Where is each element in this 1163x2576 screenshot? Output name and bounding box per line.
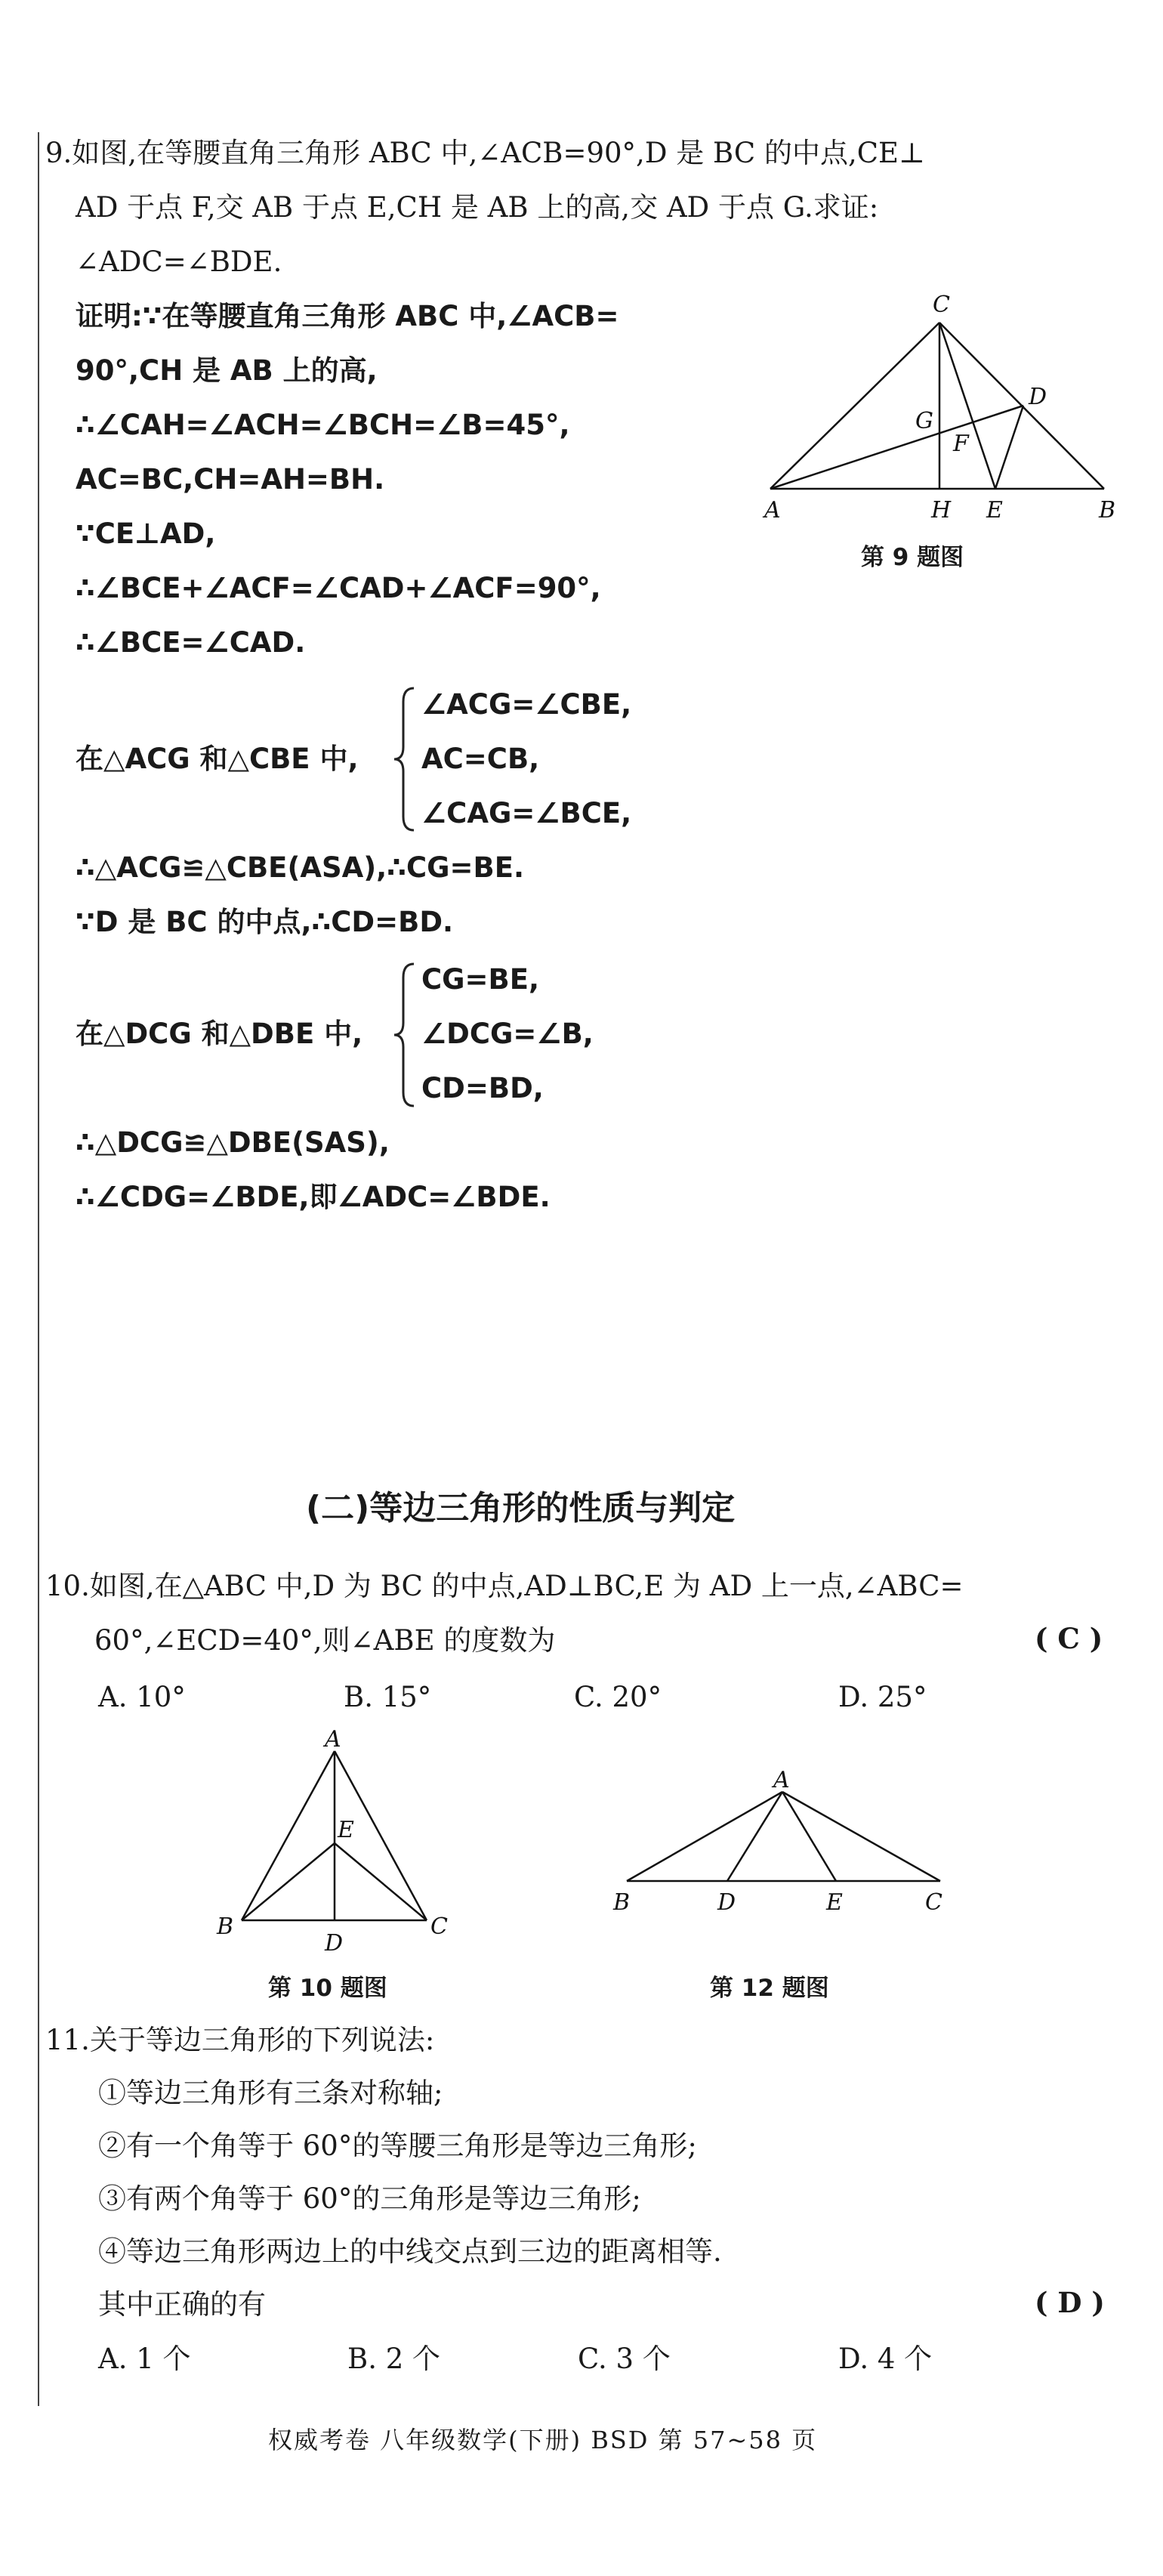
q9-stem-line-2: AD 于点 F,交 AB 于点 E,CH 是 AB 上的高,交 AD 于点 G.求证: (76, 191, 879, 224)
fig9-label-f: F (953, 431, 969, 457)
q10-option-c: C. 20° (574, 1681, 662, 1713)
q10-figure-caption: 第 10 题图 (268, 1975, 387, 2002)
fig10-label-a: A (325, 1730, 341, 1753)
fig10-label-b: B (217, 1913, 234, 1940)
q11-statement-4: ④等边三角形两边上的中线交点到三边的距离相等. (98, 2235, 722, 2268)
q9-proof-line-5: ∵CE⊥AD, (76, 517, 216, 550)
fig12-label-b: B (613, 1889, 631, 1916)
q9-after2-line-2: ∴∠CDG=∠BDE,即∠ADC=∠BDE. (76, 1181, 551, 1213)
fig9-label-h: H (931, 497, 952, 524)
q9-stem-line-1: 9.如图,在等腰直角三角形 ABC 中,∠ACB=90°,D 是 BC 的中点,CE⊥ (45, 137, 925, 169)
fig9-label-d: D (1029, 384, 1047, 410)
fig10-label-d: D (325, 1930, 344, 1957)
q9-brace1-item-1: ∠ACG=∠CBE, (421, 688, 632, 721)
brace2-icon (391, 959, 421, 1110)
q11-statement-1: ①等边三角形有三条对称轴; (98, 2077, 443, 2109)
q11-question: 其中正确的有 (98, 2288, 266, 2321)
q10-figure (208, 1730, 472, 1957)
q11-statement-3: ③有两个角等于 60°的三角形是等边三角形; (98, 2182, 641, 2215)
q11-option-b: B. 2 个 (347, 2343, 441, 2375)
q9-figure-caption: 第 9 题图 (861, 544, 964, 571)
left-margin-rule (38, 132, 39, 2406)
fig12-label-d: D (717, 1889, 736, 1916)
fig9-label-g: G (915, 408, 933, 434)
q11-answer: ( D ) (1035, 2286, 1105, 2319)
q11-option-d: D. 4 个 (838, 2343, 933, 2375)
q11-stem: 11.关于等边三角形的下列说法: (45, 2024, 435, 2056)
q10-option-a: A. 10° (98, 1681, 186, 1713)
page-footer: 权威考卷 八年级数学(下册) BSD 第 57~58 页 (268, 2426, 818, 2454)
q9-brace2-item-1: CG=BE, (421, 963, 540, 996)
q9-after1-line-1: ∴△ACG≌△CBE(ASA),∴CG=BE. (76, 851, 525, 884)
fig9-label-a: A (764, 497, 781, 524)
fig12-label-e: E (826, 1889, 843, 1916)
section-title: (二)等边三角形的性质与判定 (306, 1489, 736, 1527)
q9-figure (755, 291, 1133, 533)
q9-after2-line-1: ∴△DCG≌△DBE(SAS), (76, 1126, 390, 1159)
fig10-label-e: E (338, 1817, 354, 1843)
q9-brace1-item-3: ∠CAG=∠BCE, (421, 797, 632, 829)
q9-proof-line-3: ∴∠CAH=∠ACH=∠BCH=∠B=45°, (76, 409, 570, 441)
q9-brace2-item-2: ∠DCG=∠B, (421, 1018, 594, 1050)
q10-stem-line-2: 60°,∠ECD=40°,则∠ABE 的度数为 (94, 1624, 556, 1657)
q10-answer: ( C ) (1035, 1622, 1103, 1655)
q12-figure-caption: 第 12 题图 (710, 1975, 829, 2002)
q9-brace1-prefix: 在△ACG 和△CBE 中, (76, 743, 359, 775)
q9-brace1-item-2: AC=CB, (421, 743, 540, 775)
fig12-label-a: A (773, 1767, 790, 1793)
q9-proof-line-4: AC=BC,CH=AH=BH. (76, 463, 385, 496)
q10-option-d: D. 25° (838, 1681, 927, 1713)
fig9-label-b: B (1099, 497, 1116, 524)
q9-proof-line-2: 90°,CH 是 AB 上的高, (76, 354, 378, 387)
brace1-icon (391, 684, 421, 835)
q10-option-b: B. 15° (344, 1681, 432, 1713)
q9-proof-line-6: ∴∠BCE+∠ACF=∠CAD+∠ACF=90°, (76, 572, 601, 604)
fig9-label-c: C (933, 292, 950, 318)
q9-after1-line-2: ∵D 是 BC 的中点,∴CD=BD. (76, 906, 454, 938)
q9-stem-line-3: ∠ADC=∠BDE. (76, 246, 282, 278)
q10-stem-line-1: 10.如图,在△ABC 中,D 为 BC 的中点,AD⊥BC,E 为 AD 上一点,∠ABC= (45, 1570, 964, 1602)
fig9-label-e: E (986, 497, 1003, 524)
q9-brace2-item-3: CD=BD, (421, 1072, 544, 1104)
q9-proof-line-1: 证明:∵在等腰直角三角形 ABC 中,∠ACB= (76, 300, 619, 332)
q11-option-a: A. 1 个 (98, 2343, 191, 2375)
q9-proof-line-7: ∴∠BCE=∠CAD. (76, 626, 306, 659)
q11-statement-2: ②有一个角等于 60°的等腰三角形是等边三角形; (98, 2130, 697, 2162)
fig12-label-c: C (925, 1889, 942, 1916)
q9-brace2-prefix: 在△DCG 和△DBE 中, (76, 1018, 363, 1050)
q11-option-c: C. 3 个 (578, 2343, 671, 2375)
q12-figure (604, 1760, 952, 1934)
fig10-label-c: C (430, 1913, 448, 1940)
